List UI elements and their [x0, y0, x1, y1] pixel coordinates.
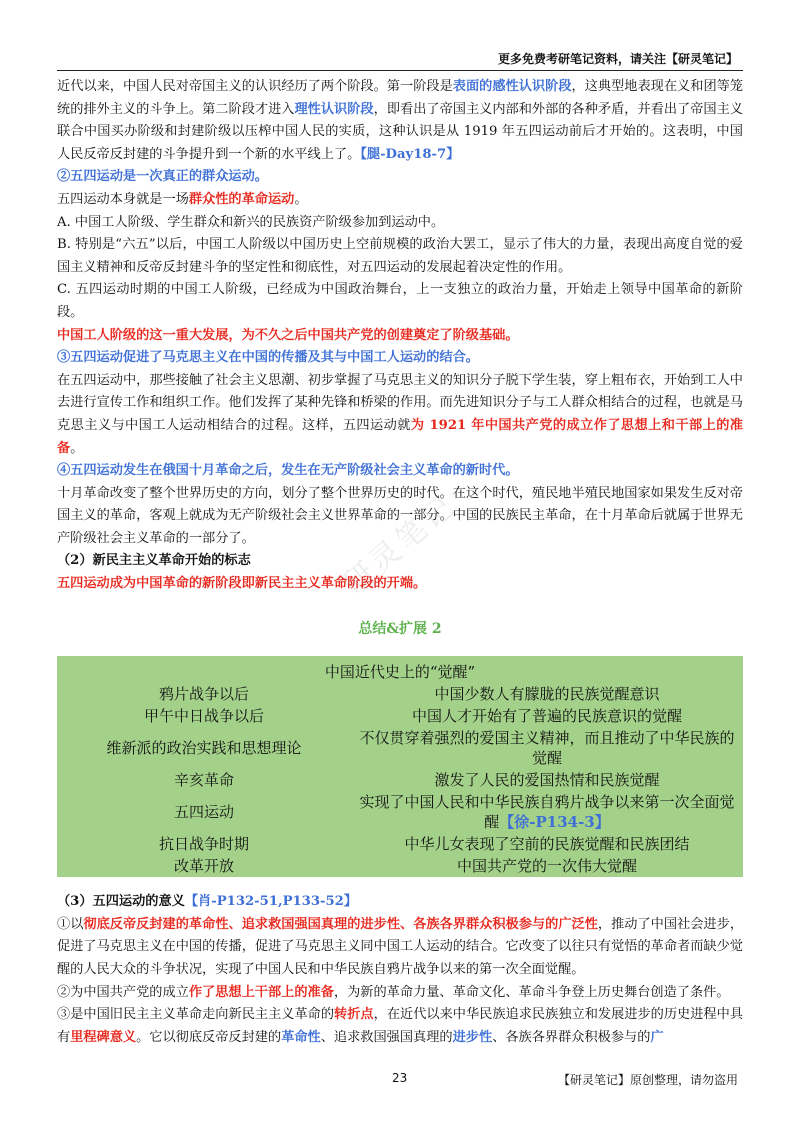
description-cell: 实现了中国人民和中华民族自鸦片战争以来第一次全面觉醒【徐-P134-3】 — [359, 793, 735, 832]
heading-section-3: （3）五四运动的意义【肖-P132-51,P133-52】 — [57, 894, 358, 910]
description-cell: 中华儿女表现了空前的民族觉醒和民族团结 — [404, 835, 690, 854]
footer-note: 【研灵笔记】原创整理，请勿盗用 — [557, 1073, 738, 1087]
highlight-new-democratic: 五四运动成为中国革命的新阶段即新民主主义革命阶段的开端。 — [57, 576, 427, 592]
period-cell: 五四运动 — [173, 803, 234, 822]
item-c: C. 五四运动时期的中国工人阶级，已经成为中国政治舞台，上一支独立的政治力量，开始走上领导中国革命的新阶段。 — [57, 282, 743, 320]
item-b: B. 特别是“六五”以后，中国工人阶级以中国历史上空前规模的政治大罢工，显示了伟大的力量，表现出高度自觉的爱国主义精神和反帝反封建斗争的坚定性和彻底性，对五四运动的发展起着决定性的作用。 — [57, 237, 743, 275]
description-cell: 中国人才开始有了普遍的民族意识的觉醒 — [411, 707, 682, 726]
heading-section-2: （2）新民主主义革命开始的标志 — [57, 553, 251, 569]
highlight-class-foundation: 中国工人阶级的这一重大发展，为不久之后中国共产党的创建奠定了阶级基础。 — [57, 327, 519, 343]
reference-tag: 【肖-P132-51,P133-52】 — [184, 894, 358, 910]
table-header-row — [57, 656, 743, 683]
table-row — [57, 791, 743, 833]
table-row — [57, 855, 743, 877]
summary-title: 总结&扩展 2 — [358, 620, 442, 637]
heading-point-4: ④五四运动发生在俄国十月革命之后，发生在无产阶级社会主义革命的新时代。 — [57, 463, 519, 479]
description-cell: 不仅贯穿着强烈的爱国主义精神，而且推动了中华民族的觉醒 — [359, 729, 735, 768]
table-row — [57, 727, 743, 769]
description-cell: 中国共产党的一次伟大觉醒 — [456, 857, 637, 876]
paragraph-october-revolution: 十月革命改变了整个世界历史的方向，划分了整个世界历史的时代。在这个时代，殖民地半殖民地国家如果发生反对帝国主义的革命，客观上就成为无产阶级社会主义世界革命的一部分。中国的民族民主革命，在十月革命后就属于世界无产阶级社会主义革命的一部分了。 — [57, 485, 743, 546]
header-note: 更多免费考研笔记资料，请关注【研灵笔记】 — [497, 52, 738, 66]
paragraph-mass-movement: 五四运动本身就是一场群众性的革命运动。 — [57, 191, 308, 207]
description-cell: 激发了人民的爱国热情和民族觉醒 — [434, 771, 660, 790]
significance-1: ①以彻底反帝反封建的革命性、追求救国强国真理的进步性、各族各界群众积极参与的广泛性，推动了中国社会进步，促进了马克思主义在中国的传播，促进了马克思主义同中国工人运动的结合。它改变了以往只有觉悟的革命者而缺少觉醒的人民大众的斗争状况，实现了中国人民和中华民族自鸦片战争以来的第一次全面觉醒。 — [57, 916, 744, 978]
period-cell: 甲午中日战争以后 — [143, 707, 264, 726]
description-cell: 中国少数人有朦胧的民族觉醒意识 — [434, 685, 660, 704]
period-cell: 维新派的政治实践和思想理论 — [106, 739, 302, 758]
paragraph-marxism: 在五四运动中，那些接触了社会主义思潮、初步掌握了马克思主义的知识分子脱下学生装，穿上粗布衣，开始到工人中去进行宣传工作和组织工作。他们发挥了某种先锋和桥梁的作用。而先进知识分子与工人群众相结合的过程，也就是马克思主义与中国工人运动相结合的过程。这样，五四运动就为 1921 年中国共产党的成立作了思想上和干部上的准备。 — [57, 372, 743, 456]
period-cell: 抗日战争时期 — [158, 835, 249, 854]
reference-tag: 【徐-P134-3】 — [499, 813, 610, 832]
table-row — [57, 769, 743, 791]
table-title: 中国近代史上的“觉醒” — [324, 663, 476, 682]
watermark: 研灵笔记 — [336, 487, 464, 602]
significance-3: ③是中国旧民主主义革命走向新民主主义革命的转折点，在近代以来中华民族追求民族独立和发展进步的历史进程中具有里程碑意义。它以彻底反帝反封建的革命性、追求救国强国真理的进步性、各族各界群众积极参与的广 — [57, 1007, 744, 1045]
period-cell: 鸦片战争以后 — [158, 685, 249, 704]
table-row — [57, 705, 743, 727]
item-a: A. 中国工人阶级、学生群众和新兴的民族资产阶级参加到运动中。 — [57, 214, 445, 230]
period-cell: 改革开放 — [173, 857, 234, 876]
page-number: 23 — [392, 1071, 408, 1085]
heading-point-2: ②五四运动是一次真正的群众运动。 — [57, 169, 268, 185]
significance-2: ②为中国共产党的成立作了思想上干部上的准备，为新的革命力量、革命文化、革命斗争登上历史舞台创造了条件。 — [57, 984, 730, 1000]
period-cell: 辛亥革命 — [173, 771, 234, 790]
table-row — [57, 683, 743, 705]
heading-point-3: ③五四运动促进了马克思主义在中国的传播及其与中国工人运动的结合。 — [57, 350, 479, 366]
paragraph-intro: 近代以来，中国人民对帝国主义的认识经历了两个阶段。第一阶段是表面的感性认识阶段，这典型地表现在义和团等笼统的排外主义的斗争上。第二阶段才进入理性认识阶段，即看出了帝国主义内部和外部的各种矛盾，并看出了帝国主义联合中国买办阶级和封建阶级以压榨中国人民的实质，这种认识是从 1919 年五四运动前后才开始的。这表明，中国人民反帝反封建的斗争提升到一个新的水平线上了。【腿-Day18-7】 — [57, 79, 744, 162]
header-divider — [57, 70, 743, 71]
table-row — [57, 833, 743, 855]
reference-tag: 【腿-Day18-7】 — [360, 146, 460, 162]
awakening-table — [57, 656, 743, 877]
